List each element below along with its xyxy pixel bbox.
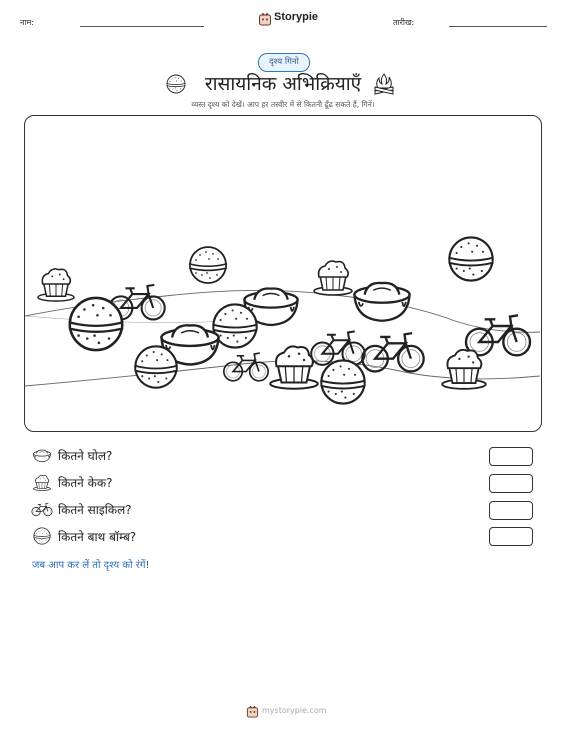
- question-bowls: कितने घोल?: [58, 449, 113, 463]
- answer-box-bowls[interactable]: [489, 447, 533, 466]
- date-label: तारीख:: [393, 18, 415, 27]
- bowl-icon: [32, 446, 52, 464]
- storypie-logo-icon: [258, 11, 272, 25]
- cupcake-icon: [32, 473, 52, 491]
- name-label: नाम:: [20, 18, 34, 27]
- site-url[interactable]: mystorypie.com: [262, 706, 327, 715]
- activity-badge: दृश्य गिनो: [258, 53, 310, 72]
- name-field[interactable]: [80, 26, 204, 27]
- question-bath-bombs: कितने बाथ बॉम्ब?: [58, 530, 137, 544]
- brand-name: Storypie: [274, 11, 319, 23]
- bath-bomb-icon: [32, 527, 52, 545]
- page-title: रासायनिक अभिक्रियाएँ: [204, 73, 362, 95]
- color-instruction: जब आप कर लें तो दृश्य को रंगें!: [32, 560, 150, 571]
- campfire-icon: [372, 72, 396, 96]
- scene-illustration: [25, 116, 540, 430]
- storypie-footer-logo-icon: [246, 703, 259, 716]
- question-bicycles: कितने साइकिल?: [58, 503, 132, 517]
- bicycle-icon: [31, 500, 53, 518]
- date-field[interactable]: [449, 26, 547, 27]
- answer-box-bath-bombs[interactable]: [489, 527, 533, 546]
- question-cakes: कितने केक?: [58, 476, 113, 490]
- answer-box-bicycles[interactable]: [489, 501, 533, 520]
- scene-frame: [24, 115, 542, 432]
- answer-box-cakes[interactable]: [489, 474, 533, 493]
- instructions: व्यस्त दृश्य को देखें। आप हर तस्वीर में से कितनी ढूँढ सकते हैं, गिनें।: [191, 100, 375, 109]
